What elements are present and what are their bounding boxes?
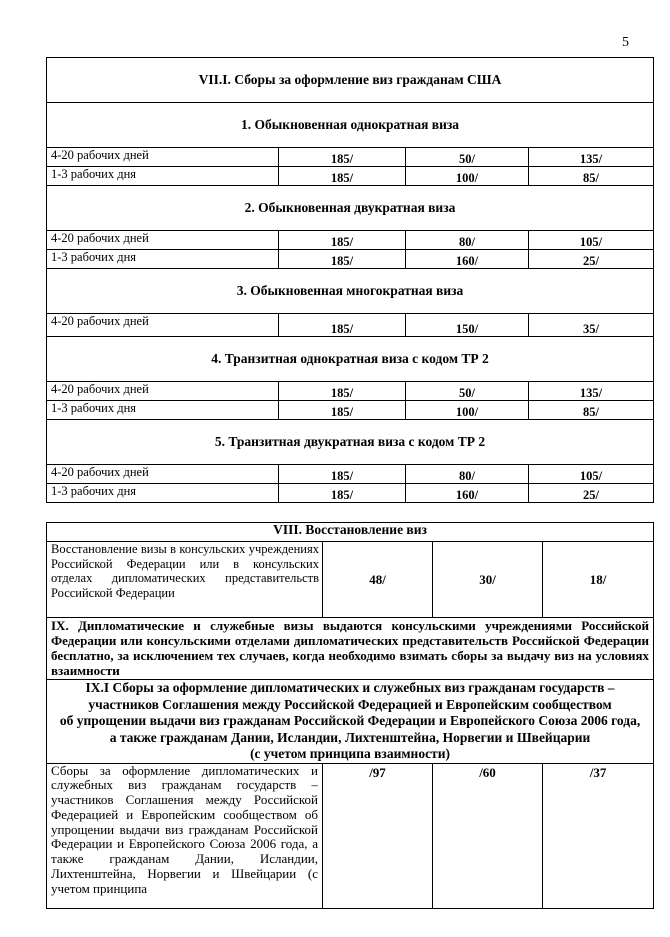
fee-value: 48/ — [323, 542, 433, 618]
row-label: 1-3 рабочих дня — [47, 167, 279, 186]
header-line: а также гражданам Дании, Исландии, Лихтенштейна, Норвегии и Швейцарии — [109, 729, 591, 745]
table-row — [47, 542, 654, 618]
row-label: 1-3 рабочих дня — [47, 401, 279, 420]
table-row — [47, 314, 654, 337]
fee-value: /37 — [543, 763, 654, 908]
row-label: 4-20 рабочих дней — [47, 148, 279, 167]
row-description: Восстановление визы в консульских учреждениях Российской Федерации или в консульских отделах дипломатических представительств Российской Федерации — [47, 542, 323, 618]
fee-value: 50/ — [406, 382, 529, 401]
fee-value: 185/ — [279, 167, 406, 186]
block-title: 4. Транзитная однократная виза с кодом ТР 2 — [47, 337, 654, 382]
us-visa-fees-table — [46, 57, 654, 503]
fee-value: 185/ — [279, 250, 406, 269]
table-row — [47, 167, 654, 186]
row-label: 4-20 рабочих дней — [47, 382, 279, 401]
fee-value: 150/ — [406, 314, 529, 337]
header-line: IX.I Сборы за оформление дипломатических и служебных виз гражданам государств – — [85, 680, 615, 695]
fee-value: 185/ — [279, 314, 406, 337]
fee-value: 160/ — [406, 250, 529, 269]
fee-value: 50/ — [406, 148, 529, 167]
fee-value: 80/ — [406, 465, 529, 484]
row-label: 1-3 рабочих дня — [47, 250, 279, 269]
row-label: 4-20 рабочих дней — [47, 465, 279, 484]
table-row — [47, 401, 654, 420]
fee-value: 135/ — [529, 148, 654, 167]
fee-value: 100/ — [406, 401, 529, 420]
fee-value: 105/ — [529, 231, 654, 250]
table-row — [47, 231, 654, 250]
fee-value: 100/ — [406, 167, 529, 186]
fee-value: 105/ — [529, 465, 654, 484]
section-vii-title: VII.I. Сборы за оформление виз гражданам США — [47, 58, 654, 103]
block-title: 1. Обыкновенная однократная виза — [47, 103, 654, 148]
header-line: (с учетом принципа взаимности) — [250, 746, 450, 761]
row-label: 4-20 рабочих дней — [47, 231, 279, 250]
fee-value: 85/ — [529, 167, 654, 186]
page-number: 5 — [622, 35, 629, 50]
table-row — [47, 250, 654, 269]
fee-value: 185/ — [279, 401, 406, 420]
fee-value: 30/ — [433, 542, 543, 618]
section-ix-paragraph: IX. Дипломатические и служебные визы выдаются консульскими учреждениями Российской Федерации или консульскими отделами дипломатических представительств Российской Федерации бесплатно, за исключением тех случаев, когда необходимо взимать сборы за выдачу виз на условиях взаимности — [47, 618, 654, 680]
fee-value: /60 — [433, 763, 543, 908]
fee-value: 25/ — [529, 250, 654, 269]
table-row — [47, 148, 654, 167]
table-row — [47, 382, 654, 401]
restoration-and-diplomatic-fees-table — [46, 522, 654, 909]
block-title: 5. Транзитная двукратная виза с кодом ТР 2 — [47, 420, 654, 465]
fee-value: 185/ — [279, 382, 406, 401]
block-title: 3. Обыкновенная многократная виза — [47, 269, 654, 314]
fee-value: 85/ — [529, 401, 654, 420]
fee-value: 25/ — [529, 484, 654, 503]
table-row — [47, 763, 654, 908]
block-title: 2. Обыкновенная двукратная виза — [47, 186, 654, 231]
fee-value: 185/ — [279, 231, 406, 250]
header-line: об упрощении выдачи виз гражданам Российской Федерации и Европейского Союза 2006 года, — [59, 713, 641, 728]
fee-value: 18/ — [543, 542, 654, 618]
fee-value: 35/ — [529, 314, 654, 337]
row-description: Сборы за оформление дипломатических и служебных виз гражданам государств – участников Соглашения между Российской Федерацией и Европейским сообществом об упрощении выдачи виз гражданам Российской Федерации и Европейского Союза 2006 года, а также гражданам Дании, Исландии, Лихтенштейна, Норвегии и Швейцарии (с учетом принципа — [47, 763, 323, 908]
table-row — [47, 484, 654, 503]
header-line: участников Соглашения между Российской Федерацией и Европейским сообществом — [88, 696, 612, 712]
table-row — [47, 465, 654, 484]
row-label: 1-3 рабочих дня — [47, 484, 279, 503]
fee-value: 135/ — [529, 382, 654, 401]
fee-value: 160/ — [406, 484, 529, 503]
fee-value: 80/ — [406, 231, 529, 250]
section-ix-i-header — [47, 680, 654, 764]
fee-value: 185/ — [279, 148, 406, 167]
fee-value: /97 — [323, 763, 433, 908]
fee-value: 185/ — [279, 484, 406, 503]
row-label: 4-20 рабочих дней — [47, 314, 279, 337]
fee-value: 185/ — [279, 465, 406, 484]
section-viii-title: VIII. Восстановление виз — [47, 523, 654, 542]
